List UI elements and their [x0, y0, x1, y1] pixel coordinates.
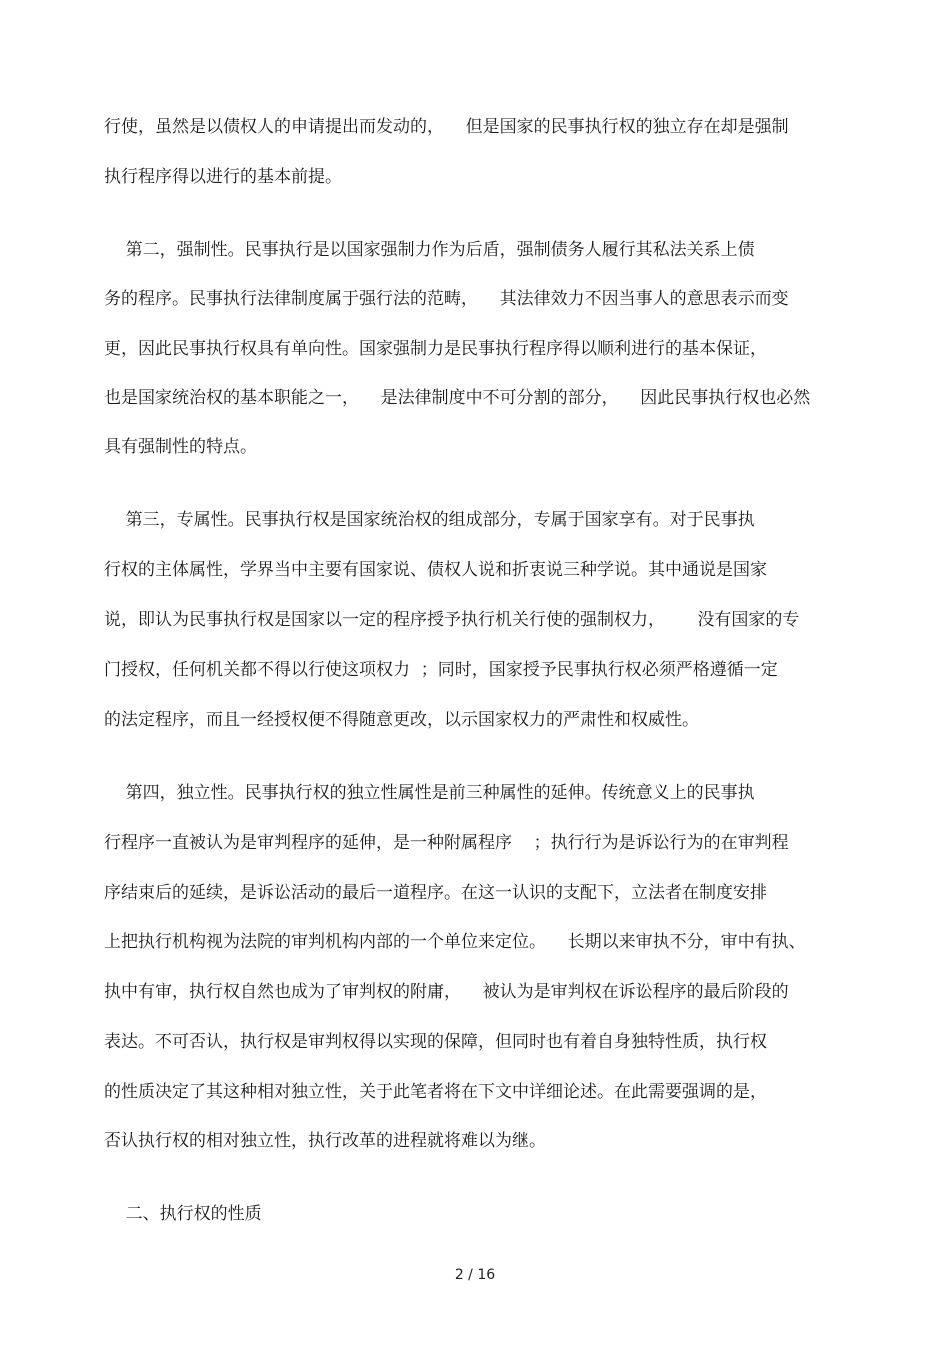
- text-line: 行使，虽然是以债权人的申请提出而发动的， 但是国家的民事执行权的独立存在却是强制: [104, 117, 789, 137]
- text-line: 的性质决定了其这种相对独立性，关于此笔者将在下文中详细论述。在此需要强调的是，: [104, 1082, 767, 1102]
- text-line: 具有强制性的特点。: [104, 437, 257, 457]
- text-line: 否认执行权的相对独立性，执行改革的进程就将难以为继。: [104, 1131, 546, 1151]
- text-line: 第二，强制性。民事执行是以国家强制力作为后盾，强制债务人履行其私法关系上债: [104, 240, 755, 260]
- text-line: 执行程序得以进行的基本前提。: [104, 167, 342, 187]
- text-line: 行程序一直被认为是审判程序的延伸，是一种附属程序 ；执行行为是诉讼行为的在审判程: [104, 833, 789, 853]
- text-line: 的法定程序，而且一经授权便不得随意更改，以示国家权力的严肃性和权威性。: [104, 710, 699, 730]
- text-line: 序结束后的延续，是诉讼活动的最后一道程序。在这一认识的支配下，立法者在制度安排: [104, 883, 767, 903]
- text-line: 务的程序。民事执行法律制度属于强行法的范畴， 其法律效力不因当事人的意思表示而变: [104, 289, 789, 309]
- text-line: 门授权，任何机关都不得以行使这项权力 ；同时，国家授予民事执行权必须严格遵循一定: [104, 660, 778, 680]
- text-line: 表达。不可否认，执行权是审判权得以实现的保障，但同时也有着自身独特性质，执行权: [104, 1032, 767, 1052]
- section-heading: 二、执行权的性质: [104, 1204, 262, 1224]
- text-line: 执中有审，执行权自然也成为了审判权的附庸， 被认为是审判权在诉讼程序的最后阶段的: [104, 982, 789, 1002]
- text-line: 说，即认为民事执行权是国家以一定的程序授予执行机关行使的强制权力， 没有国家的专: [104, 610, 800, 630]
- page-number: 2 / 16: [454, 1267, 496, 1283]
- text-line: 行权的主体属性，学界当中主要有国家说、债权人说和折衷说三种学说。其中通说是国家: [104, 560, 767, 580]
- text-line: 第三，专属性。民事执行权是国家统治权的组成部分，专属于国家享有。对于民事执: [104, 510, 755, 530]
- text-line: 更，因此民事执行权具有单向性。国家强制力是民事执行程序得以顺利进行的基本保证，: [104, 339, 767, 359]
- text-line: 第四，独立性。民事执行权的独立性属性是前三种属性的延伸。传统意义上的民事执: [104, 783, 755, 803]
- text-line: 也是国家统治权的基本职能之一， 是法律制度中不可分割的部分， 因此民事执行权也必然: [104, 388, 811, 408]
- text-line: 上把执行机构视为法院的审判机构内部的一个单位来定位。 长期以来审执不分，审中有执、: [104, 932, 806, 952]
